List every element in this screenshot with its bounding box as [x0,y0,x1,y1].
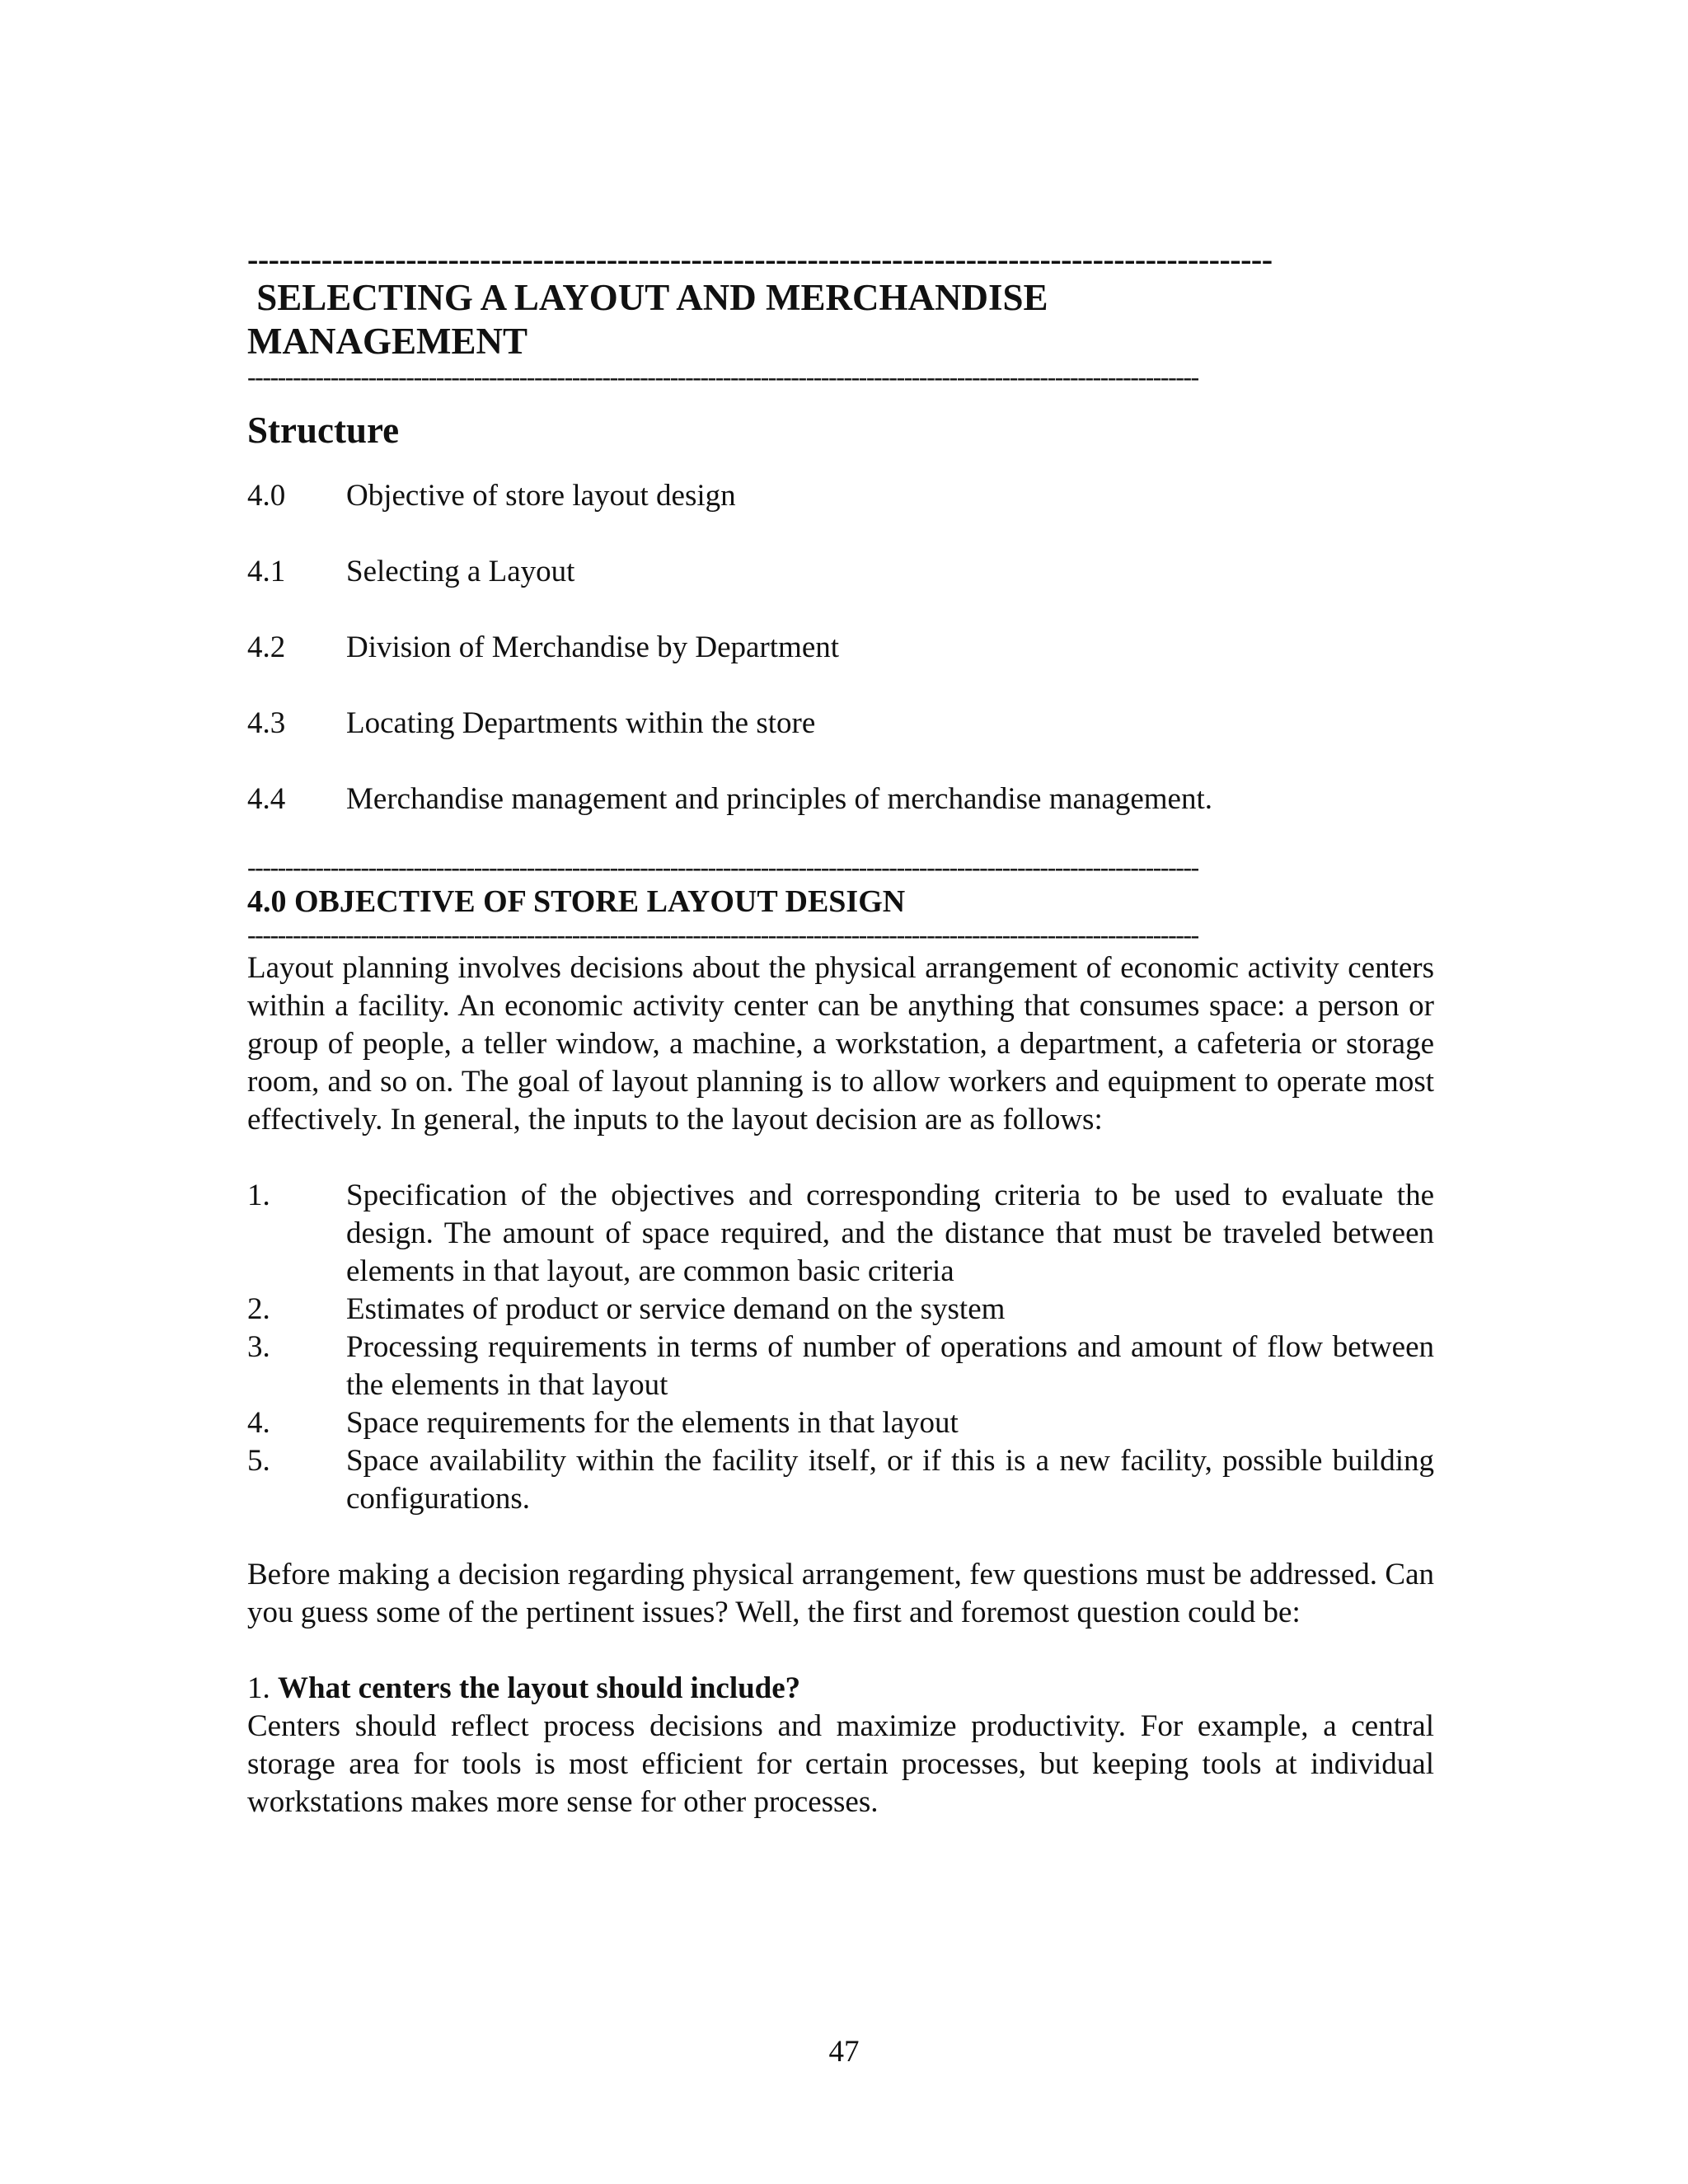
section-rule-bottom: ------------------------------------------------------------------------------------------------------------------------------ [247,921,1198,949]
document-page [247,243,1434,1821]
structure-item-label: Division of Merchandise by Department [346,630,840,664]
question-1-number: 1. [247,1671,270,1705]
structure-item [247,554,1434,590]
layout-input-item [247,1291,1434,1329]
layout-input-text: Specification of the objectives and corresponding criteria to be used to evaluate the design. The amount of space required, and the distance that must be traveled between elements in that layout, are common basic criteria [346,1179,1434,1288]
layout-input-text: Space availability within the facility itself, or if this is a new facility, possible building configurations. [346,1444,1434,1516]
layout-input-item [247,1404,1434,1442]
structure-item-number: 4.0 [247,479,286,513]
structure-item-label: Locating Departments within the store [346,706,816,740]
structure-item [247,705,1434,742]
layout-input-number: 5. [247,1444,270,1478]
question-1-answer: Centers should reflect process decisions and maximize productivity. For example, a central storage area for tools is most efficient for certain processes, but keeping tools at individual workstations makes more sense for other processes. [247,1709,1434,1819]
structure-item-number: 4.1 [247,555,286,588]
chapter-rule-top: ------------------------------------------------------------------------------------------------- [247,243,1273,276]
structure-item-number: 4.3 [247,706,286,740]
layout-input-item [247,1177,1434,1291]
structure-item-number: 4.2 [247,630,286,664]
chapter-title-line-1: SELECTING A LAYOUT AND MERCHANDISE [247,277,1048,318]
structure-item-label: Merchandise management and principles of merchandise management. [346,782,1213,816]
chapter-title-line-2: MANAGEMENT [247,321,528,362]
structure-item-label: Selecting a Layout [346,555,575,588]
layout-input-number: 1. [247,1179,270,1212]
structure-item [247,781,1434,818]
structure-item-label: Objective of store layout design [346,479,736,513]
layout-input-item [247,1442,1434,1518]
layout-input-item [247,1329,1434,1404]
before-decision-paragraph: Before making a decision regarding physical arrangement, few questions must be addressed. Can you guess some of the pertinent issues? Well, the first and foremost question could be: [247,1558,1434,1629]
page-number: 47 [828,2035,860,2069]
section-rule-top: ------------------------------------------------------------------------------------------------------------------------------ [247,854,1198,882]
structure-item [247,478,1434,514]
structure-item [247,630,1434,666]
chapter-rule-bottom: ------------------------------------------------------------------------------------------------------------------------------ [247,363,1198,391]
structure-list [247,478,1434,818]
structure-heading: Structure [247,410,400,451]
chapter-title [247,276,1434,363]
question-1-text: What centers the layout should include? [278,1671,801,1705]
question-1 [247,1670,1434,1708]
layout-input-number: 4. [247,1406,270,1440]
layout-input-number: 3. [247,1330,270,1364]
layout-input-number: 2. [247,1292,270,1326]
layout-input-text: Estimates of product or service demand on the system [346,1292,1006,1326]
layout-inputs-list [247,1177,1434,1518]
section-heading: 4.0 OBJECTIVE OF STORE LAYOUT DESIGN [247,884,906,919]
layout-input-text: Processing requirements in terms of number of operations and amount of flow between the elements in that layout [346,1330,1434,1402]
section-intro-paragraph: Layout planning involves decisions about the physical arrangement of economic activity centers within a facility. An economic activity center can be anything that consumes space: a person or group of people, a teller window, a machine, a workstation, a department, a cafeteria or storage room, and so on. The goal of layout planning is to allow workers and equipment to operate most effectively. In general, the inputs to the layout decision are as follows: [247,951,1434,1137]
structure-item-number: 4.4 [247,782,286,816]
layout-input-text: Space requirements for the elements in that layout [346,1406,959,1440]
